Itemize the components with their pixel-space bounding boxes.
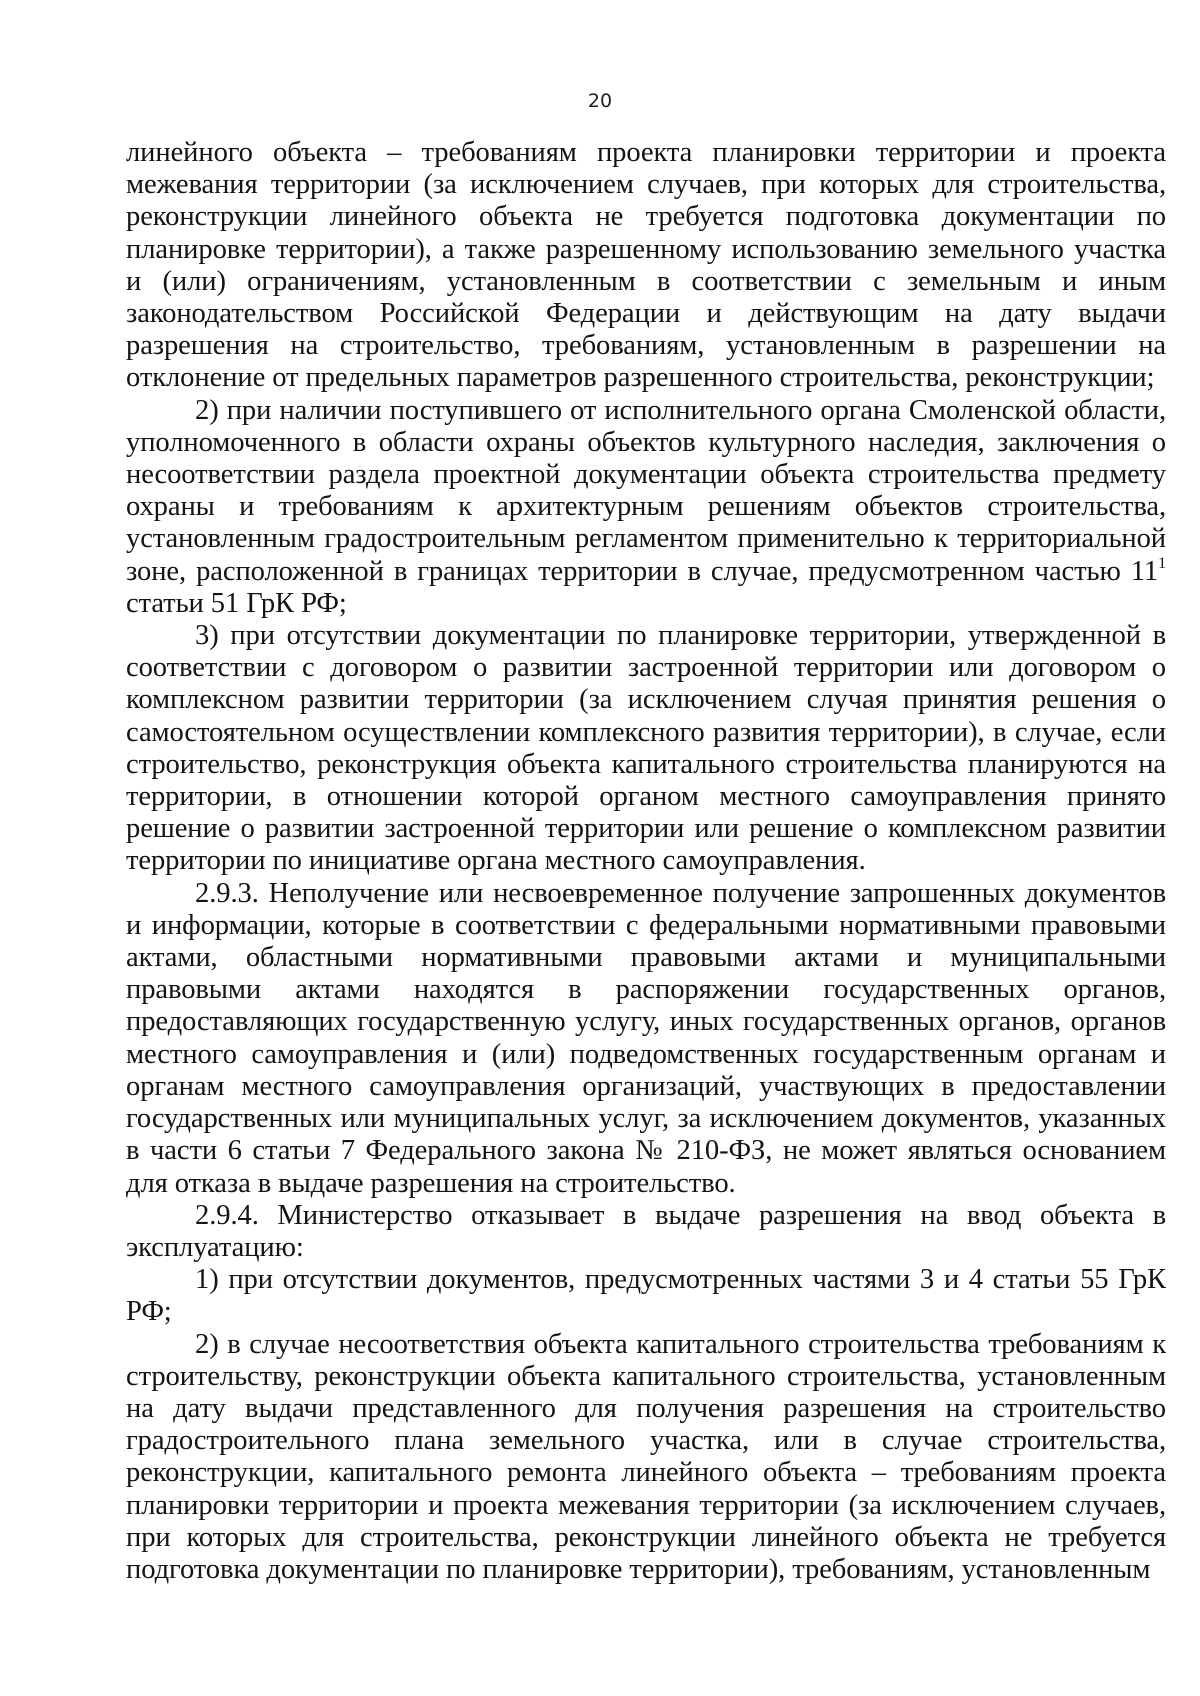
paragraph-2-9-4-item-1: 1) при отсутствии документов, предусмотренных частями 3 и 4 статьи 55 ГрК РФ; <box>126 1264 1166 1328</box>
paragraph-item-2-tail: статьи 51 ГрК РФ; <box>126 587 347 619</box>
paragraph-item-2 <box>126 395 1166 620</box>
paragraph-item-3: 3) при отсутствии документации по планировке территории, утвержденной в соответствии с договором о развитии застроенной территории или договором о комплексном развитии территории (за исключением случая принятия решения о самостоятельном осуществлении комплексного развития территории), в случае, если строительство, реконструкция объекта капитального строительства планируются на территории, в отношении которой органом местного самоуправления принято решение о развитии застроенной территории или решение о комплексном развитии территории по инициативе органа местного самоуправления. <box>126 620 1166 877</box>
paragraph-2-9-3: 2.9.3. Неполучение или несвоевременное получение запрошенных документов и информации, которые в соответствии с федеральными нормативными правовыми актами, областными нормативными правовыми актами и муниципальными правовыми актами находятся в распоряжении государственных органов, предоставляющих государственную услугу, иных государственных органов, органов местного самоуправления и (или) подведомственных государственным органам и органам местного самоуправления организаций, участвующих в предоставлении государственных или муниципальных услуг, за исключением документов, указанных в части 6 статьи 7 Федерального закона № 210-ФЗ, не может являться основанием для отказа в выдаче разрешения на строительство. <box>126 877 1166 1199</box>
page-number: 20 <box>587 90 613 112</box>
superscript-index: 1 <box>1158 554 1166 572</box>
document-body <box>126 137 1166 1586</box>
paragraph-continuation: линейного объекта – требованиям проекта планировки территории и проекта межевания территории (за исключением случаев, при которых для строительства, реконструкции линейного объекта не требуется подготовка документации по планировке территории), а также разрешенному использованию земельного участка и (или) ограничениям, установленным в соответствии с земельным и иным законодательством Российской Федерации и действующим на дату выдачи разрешения на строительство, требованиям, установленным в разрешении на отклонение от предельных параметров разрешенного строительства, реконструкции; <box>126 137 1166 394</box>
paragraph-2-9-4: 2.9.4. Министерство отказывает в выдаче разрешения на ввод объекта в эксплуатацию: <box>126 1199 1166 1263</box>
paragraph-item-2-text: 2) при наличии поступившего от исполнительного органа Смоленской области, уполномоченного в области охраны объектов культурного наследия, заключения о несоответствии раздела проектной документации объекта строительства предмету охраны и требованиям к архитектурным решениям объектов строительства, установленным градостроительным регламентом применительно к территориальной зоне, расположенной в границах территории в случае, предусмотренном частью 11 <box>126 394 1166 587</box>
paragraph-2-9-4-item-2: 2) в случае несоответствия объекта капитального строительства требованиям к строительству, реконструкции объекта капитального строительства, установленным на дату выдачи представленного для получения разрешения на строительство градостроительного плана земельного участка, или в случае строительства, реконструкции, капитального ремонта линейного объекта – требованиям проекта планировки территории и проекта межевания территории (за исключением случаев, при которых для строительства, реконструкции линейного объекта не требуется подготовка документации по планировке территории), требованиям, установленным <box>126 1328 1166 1585</box>
